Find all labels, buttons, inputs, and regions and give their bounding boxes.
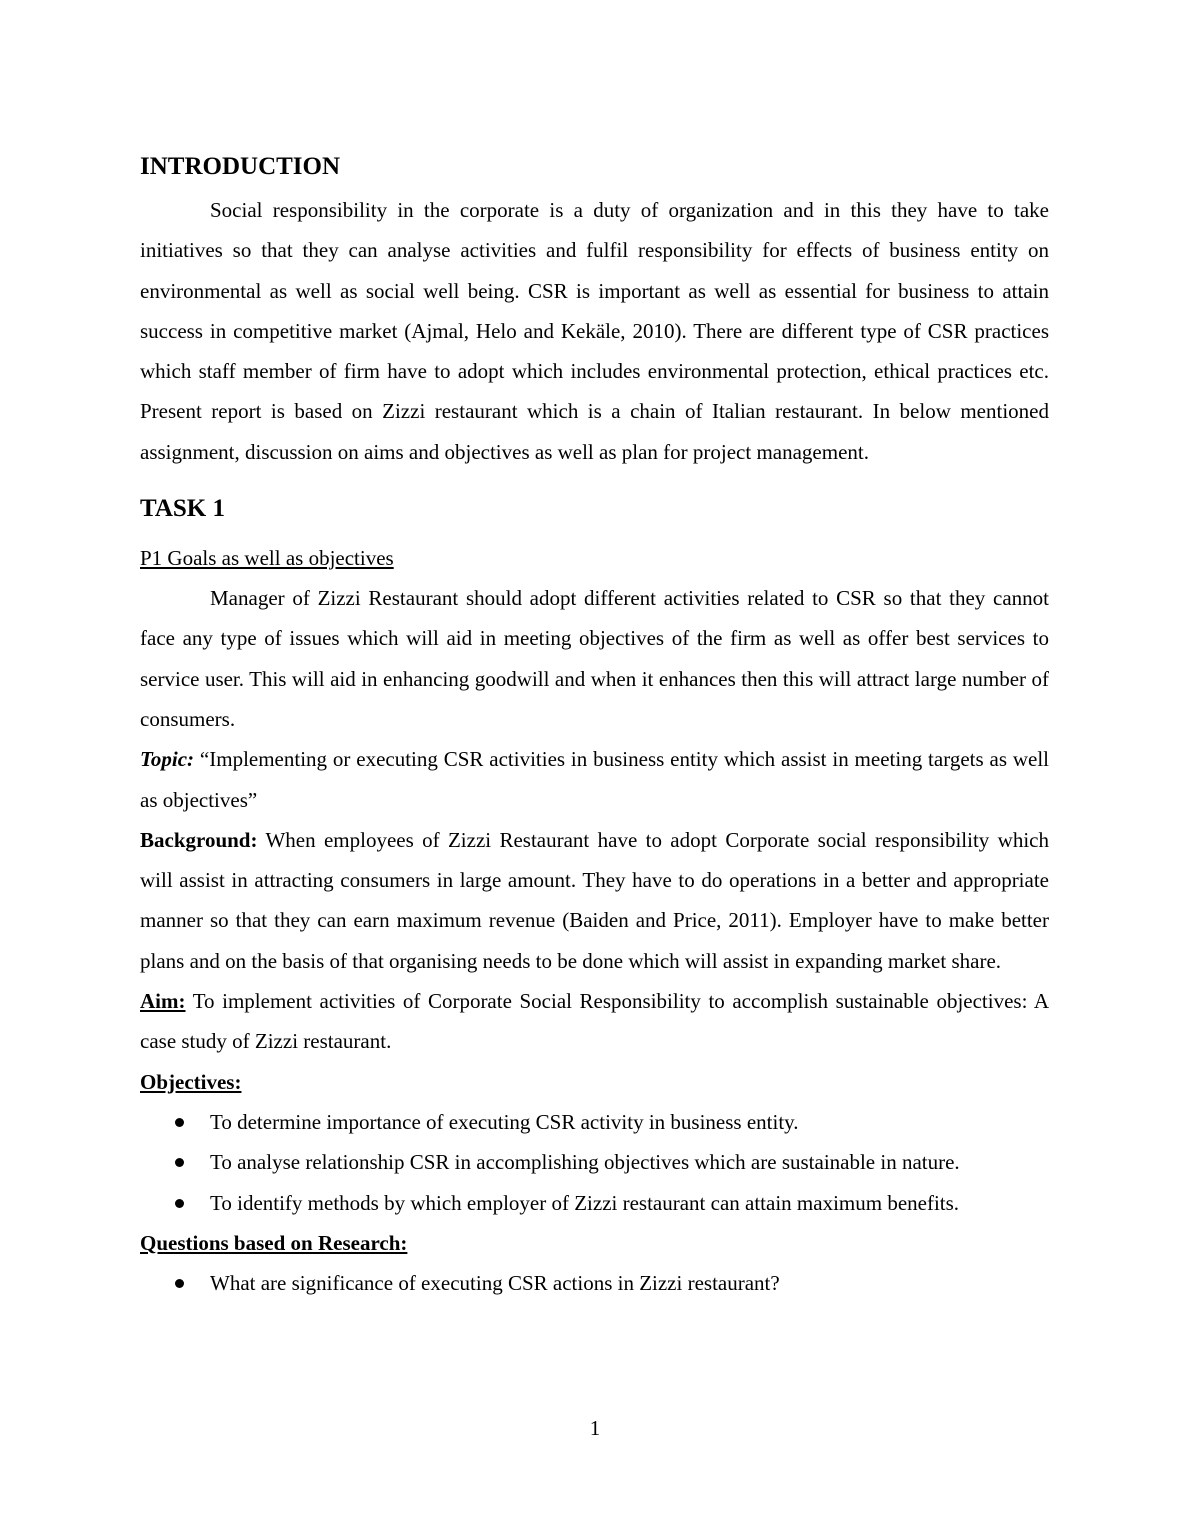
task1-heading: TASK 1	[140, 495, 225, 523]
intro-heading: INTRODUCTION	[140, 153, 341, 180]
bullet-icon	[175, 1158, 184, 1167]
bullet-icon	[175, 1199, 184, 1208]
questions-heading-line	[140, 1223, 1049, 1263]
topic-text: “Implementing or executing CSR activities in business entity which assist in meeting targets as well as objectives”	[140, 747, 1049, 812]
p1-subheading: P1 Goals as well as objectives	[140, 546, 394, 571]
question-text: What are significance of executing CSR actions in Zizzi restaurant?	[210, 1271, 780, 1296]
list-item	[140, 1183, 1049, 1223]
background-text: When employees of Zizzi Restaurant have to adopt Corporate social responsibility which will assist in attracting consumers in large amount. They have to do operations in a better and appropriate manner so that they can earn maximum revenue (Baiden and Price, 2011). Employer have to make better plans and on the basis of that organising needs to be done which will assist in expanding market share.	[140, 827, 1049, 973]
objectives-list	[140, 1102, 1049, 1223]
objective-text: To determine importance of executing CSR activity in business entity.	[210, 1109, 799, 1134]
p1-paragraph: Manager of Zizzi Restaurant should adopt different activities related to CSR so that they cannot face any type of issues which will aid in meeting objectives of the firm as well as offer best services to service user. This will aid in enhancing goodwill and when it enhances then this will attract large number of consumers.	[140, 586, 1049, 731]
background-paragraph	[140, 820, 1049, 981]
topic-label: Topic:	[140, 747, 195, 772]
aim-label: Aim:	[140, 989, 186, 1014]
list-item	[140, 1102, 1049, 1142]
background-label: Background:	[140, 827, 258, 852]
aim-text: To implement activities of Corporate Social Responsibility to accomplish sustainable objectives: A case study of Zizzi restaurant.	[140, 989, 1049, 1054]
list-item	[140, 1263, 1049, 1303]
objective-text: To identify methods by which employer of Zizzi restaurant can attain maximum benefits.	[210, 1190, 960, 1215]
objectives-heading-line	[140, 1062, 1049, 1102]
page-number: 1	[589, 1416, 601, 1440]
objectives-heading: Objectives:	[140, 1069, 242, 1094]
topic-paragraph	[140, 739, 1049, 820]
aim-paragraph	[140, 981, 1049, 1062]
intro-paragraph: Social responsibility in the corporate is a duty of organization and in this they have to take initiatives so that they can analyse activities and fulfil responsibility for effects of business entity on environmental as well as social well being. CSR is important as well as essential for business to attain success in competitive market (Ajmal, Helo and Kekäle, 2010). There are different type of CSR practices which staff member of firm have to adopt which includes environmental protection, ethical practices etc. Present report is based on Zizzi restaurant which is a chain of Italian restaurant. In below mentioned assignment, discussion on aims and objectives as well as plan for project management.	[140, 198, 1049, 464]
objective-text: To analyse relationship CSR in accomplishing objectives which are sustainable in nature.	[210, 1150, 960, 1175]
questions-heading: Questions based on Research:	[140, 1230, 408, 1255]
list-item	[140, 1142, 1049, 1182]
bullet-icon	[175, 1279, 184, 1288]
bullet-icon	[175, 1118, 184, 1127]
questions-list	[140, 1263, 1049, 1303]
document-page	[140, 148, 1049, 1303]
